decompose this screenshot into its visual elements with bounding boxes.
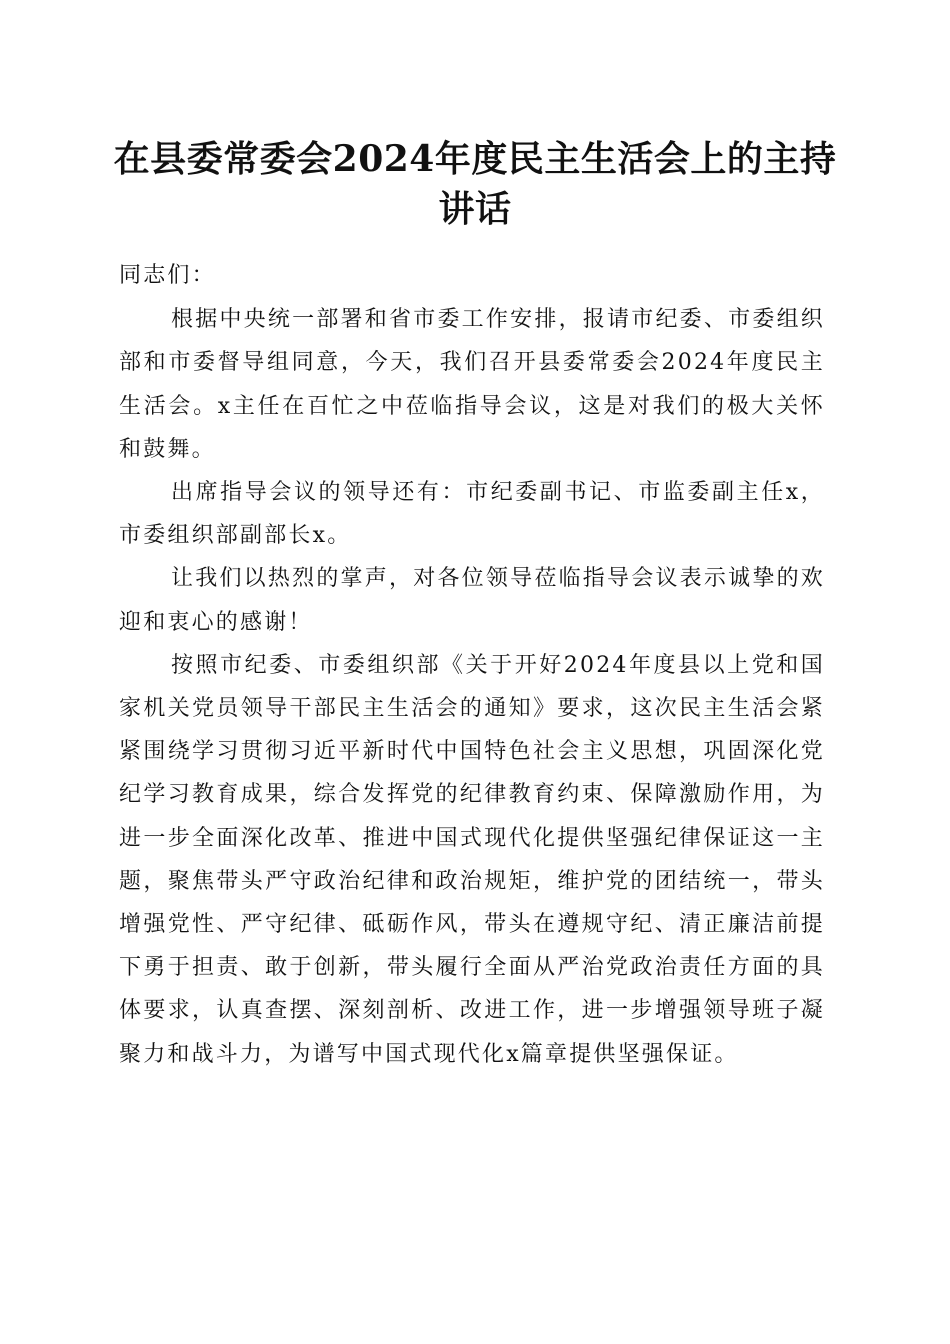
salutation: 同志们： <box>119 263 216 288</box>
paragraph-opening: 根据中央统一部署和省市委工作安排，报请市纪委、市委组织部和市委督导组同意，今天，我们召开县委常委会2024年度民主生活会。x主任在百忙之中莅临指导会议，这是对我们的极大关怀和鼓舞。 <box>119 307 825 462</box>
paragraph-attendees: 出席指导会议的领导还有：市纪委副书记、市监委副主任x，市委组织部副部长x。 <box>119 480 825 549</box>
paragraph-welcome: 让我们以热烈的掌声，对各位领导莅临指导会议表示诚挚的欢迎和衷心的感谢！ <box>119 566 825 635</box>
paragraph-requirements: 按照市纪委、市委组织部《关于开好2024年度县以上党和国家机关党员领导干部民主生活会的通知》要求，这次民主生活会紧紧围绕学习贯彻习近平新时代中国特色社会主义思想，巩固深化党纪学习教育成果，综合发挥党的纪律教育约束、保障激励作用，为进一步全面深化改革、推进中国式现代化提供坚强纪律保证这一主题，聚焦带头严守政治纪律和政治规矩，维护党的团结统一，带头增强党性、严守纪律、砥砺作风，带头在遵规守纪、清正廉洁前提下勇于担责、敢于创新，带头履行全面从严治党政治责任方面的具体要求，认真查摆、深刻剖析、改进工作，进一步增强领导班子凝聚力和战斗力，为谱写中国式现代化x篇章提供坚强保证。 <box>119 652 825 1067</box>
document-title: 在县委常委会2024年度民主生活会上的主持讲话 <box>113 138 837 230</box>
document-body <box>119 254 825 1076</box>
